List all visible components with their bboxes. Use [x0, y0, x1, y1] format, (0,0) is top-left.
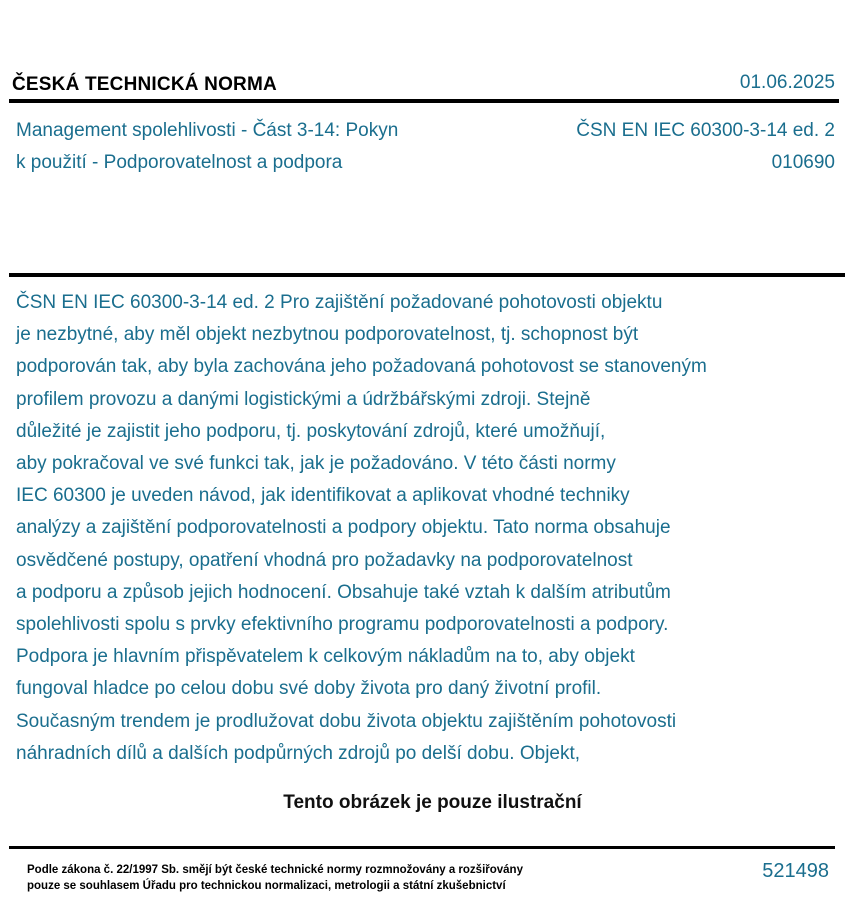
abstract-line: spolehlivosti spolu s prvky efektivního programu podporovatelnosti a podpory. — [16, 614, 669, 636]
abstract-line: analýzy a zajištění podporovatelnosti a podpory objektu. Tato norma obsahuje — [16, 517, 671, 539]
abstract-line: podporován tak, aby byla zachována jeho požadovaná pohotovost se stanoveným — [16, 356, 707, 378]
standard-code: ČSN EN IEC 60300-3-14 ed. 2 — [576, 120, 835, 141]
publication-date: 01.06.2025 — [739, 72, 835, 93]
legal-notice — [27, 862, 523, 894]
standard-title-line: k použití - Podporovatelnost a podpora — [16, 152, 343, 173]
standard-title-line: Management spolehlivosti - Část 3-14: Pokyn — [16, 120, 399, 141]
top-divider — [9, 99, 839, 103]
legal-line: Podle zákona č. 22/1997 Sb. smějí být české technické normy rozmnožovány a rozšiřovány — [27, 864, 523, 876]
illustration-notice: Tento obrázek je pouze ilustrační — [283, 792, 582, 813]
abstract-line: osvědčené postupy, opatření vhodná pro požadavky na podporovatelnost — [16, 549, 633, 571]
abstract-line: a podporu a způsob jejich hodnocení. Obsahuje také vztah k dalším atributům — [16, 581, 671, 603]
standard-title — [16, 115, 496, 179]
abstract-line: důležité je zajistit jeho podporu, tj. poskytování zdrojů, které umožňují, — [16, 420, 606, 442]
abstract-text — [16, 287, 816, 770]
abstract-line: náhradních dílů a dalších podpůrných zdrojů po delší dobu. Objekt, — [16, 742, 581, 764]
abstract-line: Podpora je hlavním přispěvatelem k celkovým nákladům na to, aby objekt — [16, 646, 635, 668]
abstract-line: je nezbytné, aby měl objekt nezbytnou podporovatelnost, tj. schopnost být — [16, 324, 639, 346]
document-heading: ČESKÁ TECHNICKÁ NORMA — [12, 74, 277, 95]
class-number: 010690 — [771, 152, 835, 173]
abstract-line: fungoval hladce po celou dobu své doby života pro daný životní profil. — [16, 678, 602, 700]
bottom-divider — [9, 846, 835, 849]
abstract-line: Současným trendem je prodlužovat dobu života objektu zajištěním pohotovosti — [16, 710, 677, 732]
standard-code-block — [576, 115, 835, 179]
document-id: 521498 — [762, 860, 829, 882]
abstract-line: profilem provozu a danými logistickými a údržbářskými zdroji. Stejně — [16, 388, 591, 410]
legal-line: pouze se souhlasem Úřadu pro technickou normalizaci, metrologii a státní zkušebnictví — [27, 880, 506, 892]
middle-divider — [9, 273, 845, 277]
abstract-line: IEC 60300 je uveden návod, jak identifikovat a aplikovat vhodné techniky — [16, 485, 630, 507]
abstract-line: ČSN EN IEC 60300-3-14 ed. 2 Pro zajištění požadované pohotovosti objektu — [16, 292, 663, 313]
abstract-line: aby pokračoval ve své funkci tak, jak je požadováno. V této části normy — [16, 453, 616, 475]
